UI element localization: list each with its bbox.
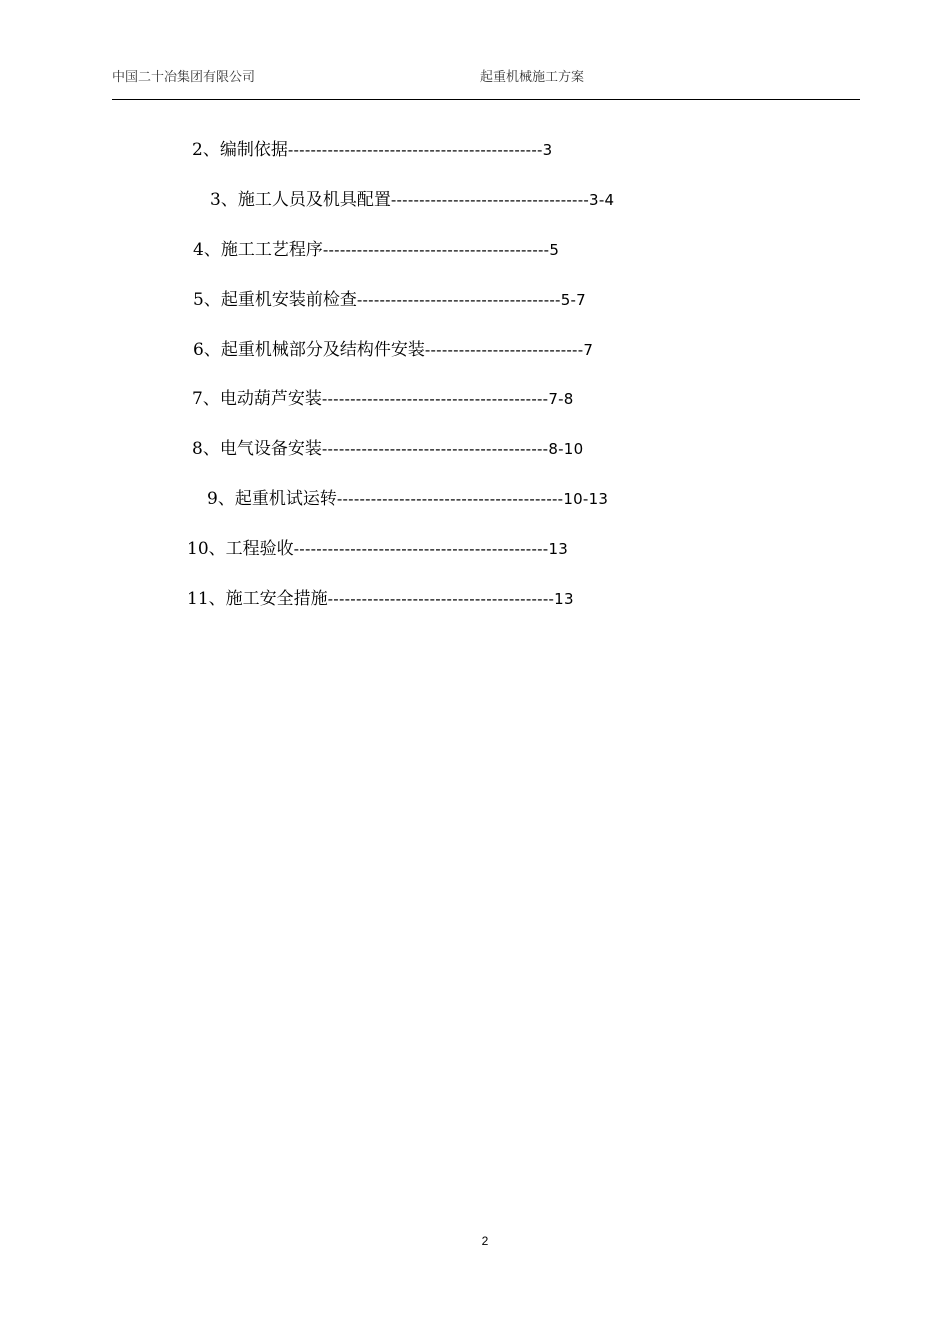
- toc-item-title: 3、施工人员及机具配置: [210, 190, 391, 210]
- toc-item-leader: ----------------------------------------: [322, 241, 550, 259]
- toc-item-title: 7、电动葫芦安装: [192, 389, 322, 409]
- toc-item-leader: ----------------------------------------: [327, 590, 555, 608]
- toc-item-page: 5-7: [560, 291, 586, 309]
- toc-item-title: 2、编制依据: [192, 140, 288, 160]
- toc-item-leader: ----------------------------------------: [321, 440, 549, 458]
- toc-item-page: 13: [554, 590, 574, 608]
- toc-item-leader: ------------------------------------: [356, 291, 561, 309]
- toc-item-page: 5: [549, 241, 560, 259]
- toc-item-page: 13: [548, 540, 569, 558]
- toc-item-page: 7: [583, 341, 594, 359]
- toc-item: [192, 438, 583, 460]
- toc-item-page: 3-4: [589, 191, 615, 209]
- company-name: 中国二十冶集团有限公司: [112, 70, 256, 85]
- toc-item-leader: ----------------------------------------: [336, 490, 564, 508]
- toc-item-title: 8、电气设备安装: [192, 439, 322, 459]
- toc-item-page: 10-13: [563, 490, 609, 508]
- toc-item-leader: ----------------------------------------: [321, 390, 549, 408]
- toc-item-title: 9、起重机试运转: [207, 489, 337, 509]
- page-header: [112, 62, 860, 102]
- toc-item: [210, 189, 614, 211]
- header-divider: [112, 99, 860, 100]
- toc-item-leader: ---------------------------------------------: [287, 141, 543, 159]
- toc-item-title: 6、起重机械部分及结构件安装: [193, 340, 425, 360]
- toc-item-page: 3: [542, 141, 553, 159]
- toc-item-page: 8-10: [548, 440, 584, 458]
- toc-item-title: 10、工程验收: [187, 539, 294, 559]
- toc-item-page: 7-8: [548, 390, 574, 408]
- toc-item: [187, 588, 574, 610]
- toc-item-leader: ----------------------------: [424, 341, 584, 359]
- toc-item: [192, 388, 574, 410]
- toc-item: [192, 139, 552, 161]
- page-number: 2: [481, 1234, 489, 1248]
- toc-item: [193, 339, 593, 361]
- toc-item: [193, 289, 586, 311]
- toc-item-title: 11、施工安全措施: [187, 589, 328, 609]
- toc-item-title: 5、起重机安装前检查: [193, 290, 357, 310]
- toc-item-leader: -----------------------------------: [390, 191, 590, 209]
- document-title: 起重机械施工方案: [480, 70, 585, 85]
- toc-item-leader: ---------------------------------------------: [293, 540, 549, 558]
- toc-item: [187, 538, 568, 560]
- toc-item: [207, 488, 608, 510]
- toc-item: [193, 239, 559, 261]
- toc-item-title: 4、施工工艺程序: [193, 240, 323, 260]
